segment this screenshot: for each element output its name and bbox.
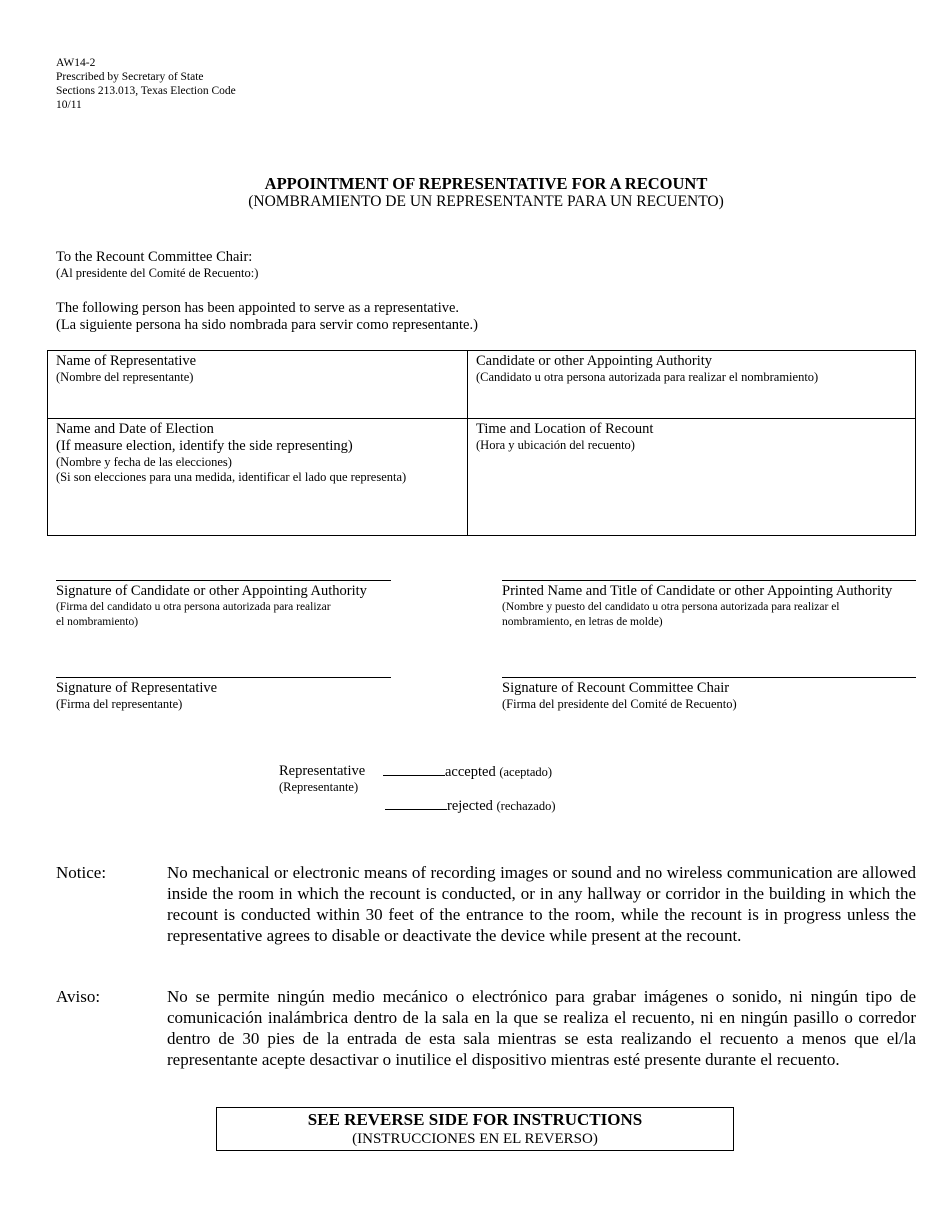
prescribed-by: Prescribed by Secretary of State — [56, 71, 204, 83]
addressee-line: To the Recount Committee Chair: — [56, 249, 253, 265]
representative-name-field[interactable] — [48, 351, 468, 419]
printed-name-block — [502, 580, 916, 630]
field-label: Candidate or other Appointing Authority — [476, 353, 713, 369]
field-label-es: (Nombre y fecha de las elecciones) — [56, 455, 232, 469]
representative-signature-block — [56, 677, 391, 712]
field-label: Name of Representative — [56, 353, 197, 369]
instructions-title-es: (INSTRUCCIONES EN EL REVERSO) — [352, 1131, 598, 1147]
signature-label-es-2: nombramiento, en letras de molde) — [502, 616, 663, 628]
addressee — [56, 249, 258, 281]
signature-label: Signature of Representative — [56, 680, 218, 696]
candidate-signature-block — [56, 580, 391, 630]
signature-label-es: (Firma del candidato u otra persona autorizada para realizar — [56, 601, 331, 613]
addressee-line-es: (Al presidente del Comité de Recuento:) — [56, 266, 259, 280]
form-id: AW14-2 — [56, 57, 96, 69]
signature-label: Signature of Candidate or other Appointing Authority — [56, 583, 367, 599]
signature-label-es-2: el nombramiento) — [56, 616, 139, 628]
field-label-2: (If measure election, identify the side representing) — [56, 438, 353, 454]
page-title — [0, 174, 950, 211]
notice-text: No mechanical or electronic means of recording images or sound and no wireless communication are allowed inside the room in which the recount is conducted, or in any hallway or corridor in the building in which the recount is conducted within 30 feet of the entrance to the room, while the recount is in progress unless the representative agrees to disable or deactivate the device while present at the recount. — [167, 863, 916, 945]
recount-time-location-field[interactable] — [468, 419, 915, 535]
field-label-es: (Hora y ubicación del recuento) — [476, 438, 635, 452]
field-label-es: (Nombre del representante) — [56, 370, 194, 384]
intro-line-es: (La siguiente persona ha sido nombrada para servir como representante.) — [56, 317, 478, 333]
notice-label: Notice: — [56, 863, 107, 882]
rejected-option — [385, 797, 556, 815]
election-field[interactable] — [48, 419, 468, 535]
accepted-label-es: (aceptado) — [499, 765, 553, 779]
signature-label-es: (Firma del presidente del Comité de Recuento) — [502, 697, 737, 711]
title-main: APPOINTMENT OF REPRESENTATIVE FOR A RECOUNT — [264, 174, 708, 193]
notice-section — [56, 862, 916, 970]
signature-label-es: (Firma del representante) — [56, 697, 183, 711]
status-label-es: (Representante) — [279, 780, 359, 794]
rejected-label-es: (rechazado) — [496, 799, 556, 813]
aviso-label: Aviso: — [56, 987, 101, 1006]
signature-label: Printed Name and Title of Candidate or other Appointing Authority — [502, 583, 893, 599]
info-table — [47, 350, 916, 536]
aviso-section — [56, 986, 916, 1094]
chair-signature-block — [502, 677, 916, 712]
intro-text — [56, 300, 478, 334]
rejected-blank[interactable] — [385, 797, 447, 810]
field-label-es: (Candidato u otra persona autorizada para realizar el nombramiento) — [476, 370, 819, 384]
aviso-text: No se permite ningún medio mecánico o electrónico para grabar imágenes o sonido, ni ningún tipo de comunicación inalámbrica dentro de la sala en la que se realiza el recuento, ni en ningún pasillo o corredor dentro de 30 pies de la entrada de esta sala mientras se esta realizando el recuento a menos que el/la representante acepte desactivar o inutilice el dispositivo mientras esté presente durante el recuento. — [167, 987, 916, 1069]
accepted-label: accepted — [445, 764, 496, 780]
signature-label-es: (Nombre y puesto del candidato u otra persona autorizada para realizar el — [502, 601, 840, 613]
signature-label: Signature of Recount Committee Chair — [502, 680, 730, 696]
accepted-option — [383, 763, 552, 781]
instructions-box — [216, 1107, 734, 1151]
form-date: 10/11 — [56, 99, 82, 111]
accepted-blank[interactable] — [383, 763, 445, 776]
rejected-label: rejected — [447, 798, 493, 814]
title-sub: (NOMBRAMIENTO DE UN REPRESENTANTE PARA UN RECUENTO) — [248, 193, 724, 210]
field-label-es-2: (Si son elecciones para una medida, identificar el lado que representa) — [56, 470, 407, 484]
code-sections: Sections 213.013, Texas Election Code — [56, 85, 236, 97]
form-header — [56, 56, 236, 112]
appointing-authority-field[interactable] — [468, 351, 915, 419]
instructions-title: SEE REVERSE SIDE FOR INSTRUCTIONS — [307, 1110, 643, 1129]
field-label: Name and Date of Election — [56, 421, 214, 437]
field-label: Time and Location of Recount — [476, 421, 654, 437]
intro-line: The following person has been appointed to serve as a representative. — [56, 300, 460, 316]
status-label: Representative — [279, 763, 366, 779]
